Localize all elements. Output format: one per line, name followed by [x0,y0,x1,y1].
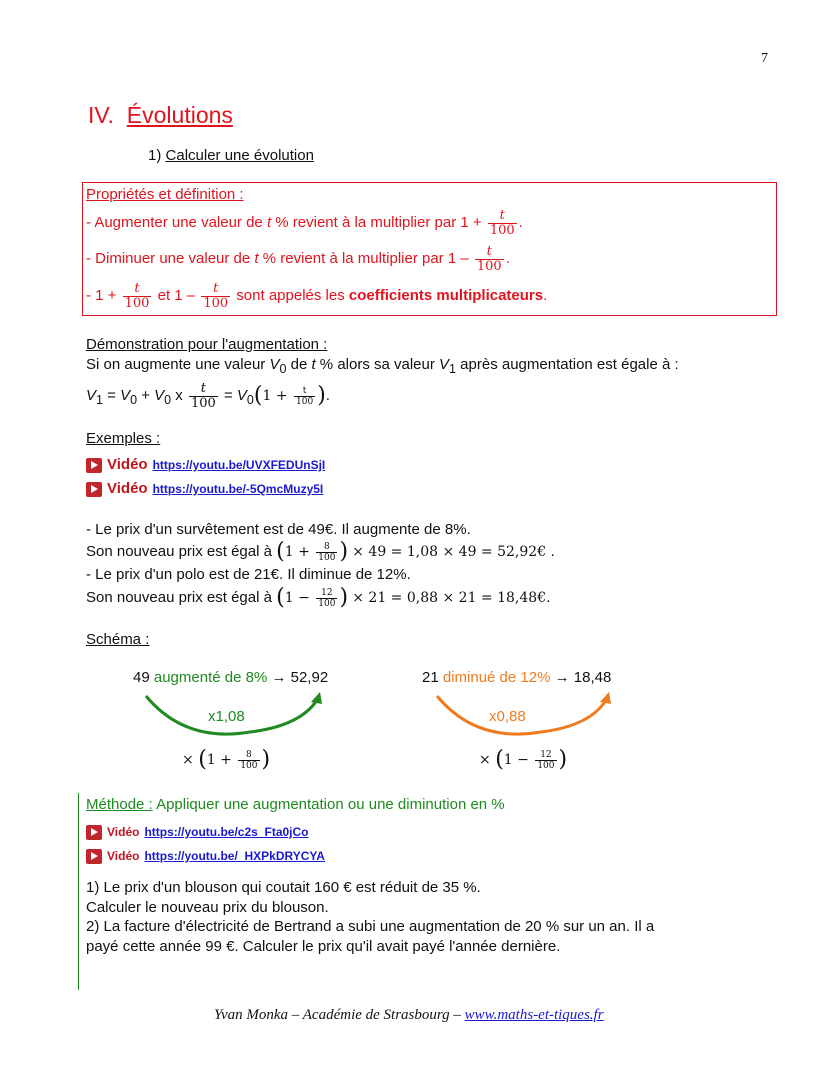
method-video-link-1[interactable] [86,823,309,841]
subheading-title: Calculer une évolution [165,147,314,164]
examples-title: Exemples : [86,430,161,447]
video-url[interactable]: https://youtu.be/_HXPkDRYCYA [144,849,325,863]
definition-line-increase: - Augmenter une valeur de t % revient à la multiplier par 1 + $\frac{t}{100}$ . [86,207,523,238]
example-2-statement: - Le prix d'un polo est de 21€. Il diminue de 12%. [86,566,411,583]
method-video-link-2[interactable] [86,847,325,865]
demo-text: Si on augmente une valeur $V_0$ de t % alors sa valeur $V_1$ après augmentation est égale à : [86,356,679,376]
schema-left-line: 49 augmenté de 8% → 52,92 [133,669,329,686]
definition-line-decrease: - Diminuer une valeur de t % revient à la multiplier par 1 – $\frac{t}{100}$ . [86,243,510,274]
youtube-play-icon [86,482,102,497]
schema-right-coefficient: x0,88 [489,708,526,725]
footer-link[interactable]: www.maths-et-tiques.fr [464,1007,604,1023]
exercise-1-line-1: 1) Le prix d'un blouson qui coutait 160 € est réduit de 35 %. [86,879,481,896]
video-url[interactable]: https://youtu.be/c2s_Fta0jCo [144,825,309,839]
example-1-statement: - Le prix d'un survêtement est de 49€. Il augmente de 8%. [86,521,471,538]
schema-arrows [0,688,828,768]
video-url[interactable]: https://youtu.be/-5QmcMuzy5I [152,482,324,496]
method-border [78,793,79,990]
schema-right-line: 21 diminué de 12% → 18,48 [422,669,612,686]
video-url[interactable]: https://youtu.be/UVXFEDUnSjI [152,458,326,472]
schema-left-coefficient: x1,08 [208,708,245,725]
schema-title: Schéma : [86,631,150,648]
increase-arrowhead [311,692,322,704]
youtube-play-icon [86,849,102,864]
demo-formula: $V_1 = V_0 + V_0$ x $\frac{t}{100}$ = $V_0(1$ + $\frac{t}{100}$ ). [86,380,330,411]
exercise-2-line-2: payé cette année 99 €. Calculer le prix qu'il avait payé l'année dernière. [86,938,561,955]
exercise-1-line-2: Calculer le nouveau prix du blouson. [86,899,329,916]
demo-title: Démonstration pour l'augmentation : [86,336,328,353]
video-label: Vidéo [107,849,140,863]
heading-title: Évolutions [126,102,233,128]
footer-text: Yvan Monka – Académie de Strasbourg – [214,1007,465,1023]
video-link-2[interactable] [86,480,323,498]
definition-line-coefficients: - 1 + $\frac{t}{100}$ et 1 – $\frac{t}{100}$ sont appelés les coefficients multiplicateurs. [86,280,548,311]
video-label: Vidéo [107,480,148,497]
youtube-play-icon [86,458,102,473]
example-1-calculation: Son nouveau prix est égal à (1 + $\frac{8}{100}$ ) × 49 = 1,08 × 49 = 52,92€ . [86,539,555,565]
video-label: Vidéo [107,456,148,473]
decrease-arrowhead [600,692,611,704]
schema-right-formula: × (1 − $\frac{12}{100}$ ) [479,747,568,772]
subheading-number: 1) [148,147,162,164]
example-2-calculation: Son nouveau prix est égal à (1 − $\frac{12}{100}$ ) × 21 = 0,88 × 21 = 18,48€. [86,585,551,611]
section-heading [88,102,233,128]
video-label: Vidéo [107,825,140,839]
subheading [148,147,314,165]
youtube-play-icon [86,825,102,840]
page-number: 7 [761,51,768,66]
schema-left-formula: × (1 + $\frac{8}{100}$ ) [182,747,271,772]
footer [214,1006,604,1024]
video-link-1[interactable] [86,456,325,474]
heading-number: IV. [88,102,115,128]
definition-title: Propriétés et définition : [86,186,244,203]
method-header: Méthode : Appliquer une augmentation ou une diminution en % [86,796,505,813]
exercise-2-line-1: 2) La facture d'électricité de Bertrand a subi une augmentation de 20 % sur un an. Il a [86,918,655,935]
